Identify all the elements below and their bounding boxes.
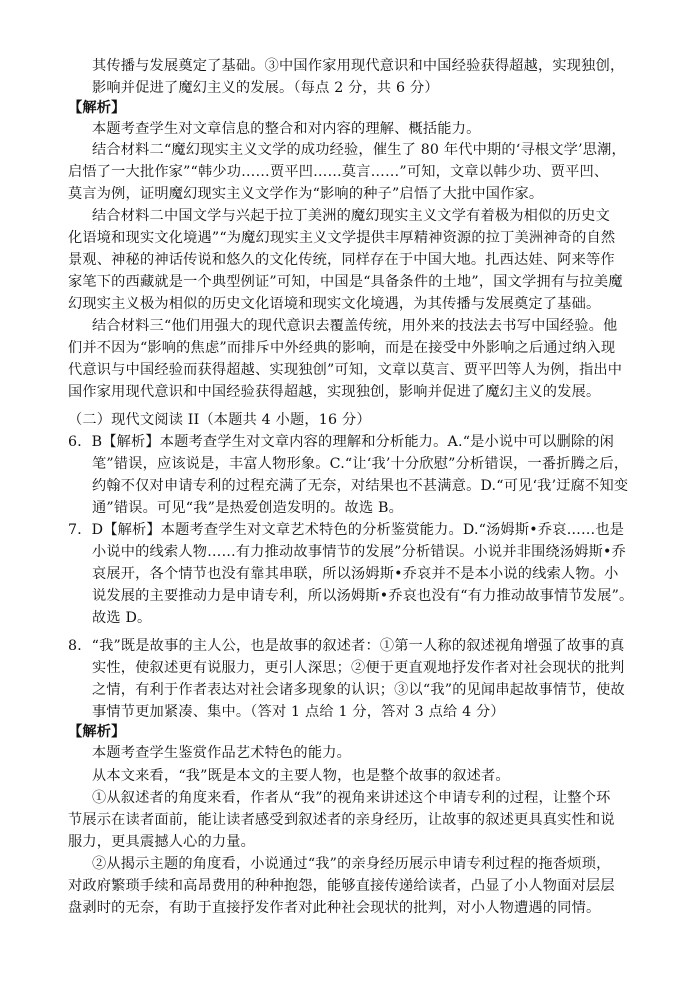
answer-8-line: 8．“我”既是故事的主人公，也是故事的叙述者：①第一人称的叙述视角增强了故事的真	[68, 638, 625, 654]
text-line: ②从揭示主题的角度看，小说通过“我”的亲身经历展示申请专利过程的拖沓烦琐，	[92, 856, 611, 872]
text-line: 本题考查学生对文章信息的整合和对内容的理解、概括能力。	[92, 121, 481, 137]
text-line: 结合材料二中国文学与兴起于拉丁美洲的魔幻现实主义文学有着极为相似的历史文	[92, 208, 610, 224]
text-line: 国作家用现代意识和中国经验获得超越，实现独创，影响并促进了魔幻主义的发展。	[68, 384, 601, 400]
text-line: 对政府繁琐手续和高昂费用的种种抱怨，能够直接传递给读者，凸显了小人物面对层层	[68, 878, 615, 894]
text-line: 约翰不仅对申请专利的过程充满了无奈，对结果也不甚满意。D.“可见‘我’迂腐不知变	[92, 478, 629, 494]
text-line: 节展示在读者面前，能让读者感受到叙述者的亲身经历，让故事的叙述更具真实性和说	[68, 812, 615, 828]
analysis-label: 【解析】	[68, 724, 126, 740]
text-line: 盘剥时的无奈，有助于直接抒发作者对此种社会现状的批判，对小人物遭遇的同情。	[68, 900, 601, 916]
text-line: ①从叙述者的角度来看，作者从“我”的视角来讲述这个申请专利的过程，让整个环	[92, 790, 611, 806]
text-line: 笔”错误，应该说是，丰富人物形象。C.“让‘我’十分欣慰”分析错误，一番折腾之后，	[92, 456, 629, 472]
text-line: 说发展的主要推动力是申请专利，所以汤姆斯•乔哀也没有“有力推动故事情节发展”。	[92, 588, 634, 604]
text-line: 影响并促进了魔幻主义的发展。（每点 2 分，共 6 分）	[92, 80, 439, 96]
text-line: 幻现实主义极为相似的历史文化语境和现实文化境遇，为其传播与发展奠定了基础。	[68, 296, 601, 312]
text-line: 化语境和现实文化境遇”“为魔幻现实主义文学提供丰厚精神资源的拉丁美洲神奇的自然	[68, 230, 616, 246]
text-line: 景观、神秘的神话传说和悠久的文化传统，同样存在于中国大地。扎西达娃、阿来等作	[68, 252, 615, 268]
text-line: 家笔下的西藏就是一个典型例证”可知，中国是“具备条件的土地”，国文学拥有与拉美魔	[68, 274, 623, 290]
text-line: 结合材料三“他们用强大的现代意识去覆盖传统，用外来的技法去书写中国经验。他	[92, 318, 618, 334]
answer-6-line: 6．B【解析】本题考查学生对文章内容的理解和分析能力。A.“是小说中可以删除的闲	[68, 434, 615, 450]
section-heading: （二）现代文阅读 II（本题共 4 小题，16 分）	[68, 412, 371, 428]
text-line: 哀展开，各个情节也没有靠其串联，所以汤姆斯•乔哀并不是本小说的线索人物。小	[92, 566, 619, 582]
text-line: 故选 D。	[92, 610, 152, 626]
text-line: 实性，使叙述更有说服力，更引人深思；②便于更直观地抒发作者对社会现状的批判	[92, 660, 625, 676]
text-line: 其传播与发展奠定了基础。③中国作家用现代意识和中国经验获得超越，实现独创，	[92, 58, 625, 74]
text-line: 启悟了一大批作家”“韩少功……贾平凹……莫言……”可知，文章以韩少功、贾平凹、	[68, 164, 609, 180]
answer-7-line: 7．D【解析】本题考查学生对文章艺术特色的分析鉴赏能力。D.“汤姆斯•乔哀……也是	[68, 522, 625, 538]
analysis-label: 【解析】	[68, 100, 126, 116]
text-line: 之情，有利于作者表达对社会诸多现象的认识；③以“我”的见闻串起故事情节，使故	[92, 682, 625, 698]
text-line: 本题考查学生鉴赏作品艺术特色的能力。	[92, 745, 351, 761]
text-line: 们并不因为“影响的焦虑”而排斥中外经典的影响，而是在接受中外影响之后通过纳入现	[68, 340, 616, 356]
text-line: 事情节更加紧凑、集中。（答对 1 点给 1 分，答对 3 点给 4 分）	[92, 704, 505, 720]
text-line: 莫言为例，证明魔幻现实主义文学作为“影响的种子”启悟了大批中国作家。	[68, 186, 544, 202]
text-line: 小说中的线索人物……有力推动故事情节的发展”分析错误。小说并非围绕汤姆斯•乔	[92, 544, 626, 560]
text-line: 代意识与中国经验而获得超越、实现独创”可知，文章以莫言、贾平凹等人为例，指出中	[68, 362, 623, 378]
text-line: 服力，更具震撼人心的力量。	[68, 834, 256, 850]
text-line: 通”错误。可见“我”是热爱创造发明的。故选 B。	[92, 500, 404, 516]
text-line: 结合材料二“魔幻现实主义文学的成功经验，催生了 80 年代中期的‘寻根文学’思潮，	[92, 142, 626, 158]
text-line: 从本文来看，“我”既是本文的主要人物，也是整个故事的叙述者。	[92, 768, 510, 784]
